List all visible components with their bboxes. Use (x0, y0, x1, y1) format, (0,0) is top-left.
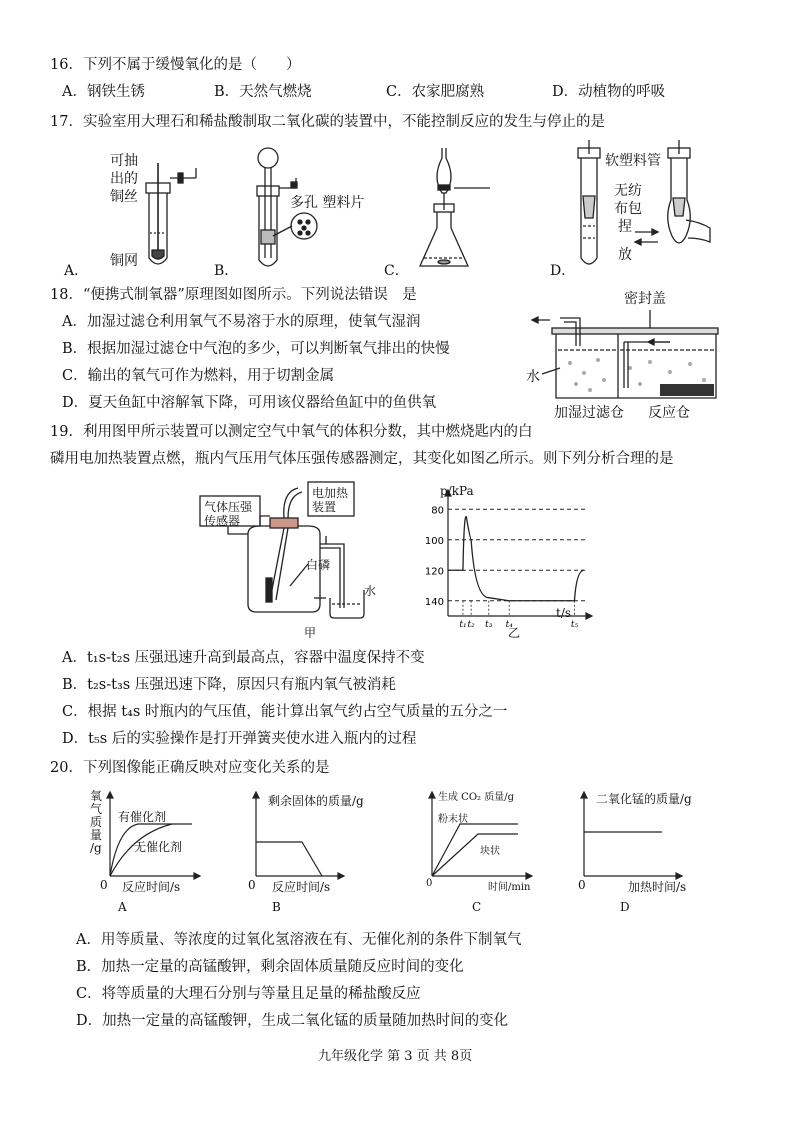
q18-label-reactor: 反应仓 (648, 405, 690, 421)
d-ylabel: 二氧化锰的质量/g (596, 792, 692, 806)
q19-option-b: B．t₂s-t₃s 压强迅速下降，原因只有瓶内氧气被消耗 (62, 677, 396, 693)
c-origin: 0 (426, 878, 433, 889)
q18-option-b: B．根据加湿过滤仓中气泡的多少，可以判断氧气排出的快慢 (62, 341, 450, 357)
d-label-bag-2: 布包 (614, 201, 642, 217)
q19-stem-1: 19．利用图甲所示装置可以测定空气中氧气的体积分数，其中燃烧匙内的白 (50, 424, 533, 440)
q17-option-d: D． (550, 263, 576, 279)
d-caption: D (620, 900, 630, 914)
q16-stem: 16．下列不属于缓慢氧化的是（ ） (50, 57, 301, 73)
q17-option-b: B． (214, 263, 239, 279)
jia-label-heater-1: 电加热 (312, 486, 349, 500)
a-label-wire-1: 可抽 (110, 153, 138, 169)
yi-ytick-80: 140 (424, 596, 444, 608)
q18-label-water: 水 (526, 369, 540, 385)
q19-option-d: D．t₅s 后的实验操作是打开弹簧夹使水进入瓶内的过程 (62, 731, 417, 747)
yi-ytick-120: 100 (424, 535, 444, 547)
q18-label-lid: 密封盖 (624, 291, 666, 307)
q18-lid (552, 328, 718, 334)
b-porous-plate (261, 230, 275, 244)
a-line1-label: 有催化剂 (118, 810, 167, 824)
yi-caption: 乙 (508, 626, 521, 640)
q18-option-c: C．输出的氧气可作为燃料，用于切割金属 (62, 368, 335, 384)
yi-xlabel: t/s (556, 606, 572, 620)
q19-option-a: A．t₁s-t₂s 压强迅速升高到最高点，容器中温度保持不变 (62, 650, 425, 666)
q18-reagent (660, 384, 714, 396)
yi-pressure-curve (448, 517, 584, 601)
q20-stem: 20．下列图像能正确反映对应变化关系的是 (50, 760, 330, 776)
a-label-net: 铜网 (110, 253, 138, 269)
q17-option-a: A． (64, 263, 89, 279)
c-caption: C (472, 900, 482, 914)
d-label-release: 放 (618, 247, 632, 263)
a-copper-net (152, 250, 164, 259)
q18-figure (520, 288, 720, 420)
d-label-tube: 软塑料管 (605, 153, 661, 169)
q17-stem: 17．实验室用大理石和稀盐酸制取二氧化碳的装置中，不能控制反应的发生与停止的是 (50, 114, 605, 130)
q20-graphs (82, 784, 722, 920)
q19-figure-yi (414, 484, 604, 640)
q19-option-c: C．根据 t₄s 时瓶内的气压值，能计算出氧气约占空气质量的五分之一 (62, 704, 508, 720)
page-footer: 九年级化学 第 3 页 共 8页 (318, 1049, 473, 1064)
q19-figure-jia (198, 478, 388, 640)
q16-option-c: C．农家肥腐熟 (386, 84, 485, 100)
b-label-plate: 多孔 塑料片 (290, 195, 365, 211)
yi-xtick-5: t₅ (570, 620, 579, 630)
yi-ytick-140: 80 (431, 505, 444, 517)
c-ylabel: 生成 CO₂ 质量/g (438, 792, 514, 803)
b-caption: B (272, 900, 281, 914)
a-xlabel: 反应时间/s (122, 880, 181, 894)
b-xlabel: 反应时间/s (272, 880, 331, 894)
q19-stem-2: 磷用电加热装置点燃，瓶内气压用气体压强传感器测定，其变化如图乙所示。则下列分析合理的是 (50, 451, 674, 467)
b-ylabel: 剩余固体的质量/g (268, 794, 364, 808)
a-line2-label: 无催化剂 (134, 840, 183, 854)
d-origin: 0 (578, 878, 586, 892)
q19-pressure-chart (414, 484, 604, 640)
q20-option-c: C．将等质量的大理石分别与等量且足量的稀盐酸反应 (76, 986, 421, 1002)
a-label-wire-3: 铜丝 (110, 189, 138, 205)
q20-option-a: A．用等质量、等浓度的过氧化氢溶液在有、无催化剂的条件下制氧气 (76, 932, 522, 948)
a-origin: 0 (100, 878, 108, 892)
d-label-pinch: 捏 (618, 219, 632, 235)
q18-option-d: D．夏天鱼缸中溶解氧下降，可用该仪器给鱼缸中的鱼供氧 (62, 395, 437, 411)
d-xlabel: 加热时间/s (628, 880, 687, 894)
b-line (256, 842, 322, 876)
jia-label-heater-2: 装置 (312, 500, 337, 514)
a-caption: A (118, 900, 127, 914)
yi-xtick-3: t₃ (485, 620, 493, 630)
q17-option-c: C． (384, 263, 409, 279)
d-label-bag-1: 无纺 (614, 183, 642, 199)
c-line-powder (432, 824, 518, 876)
q16-option-d: D．动植物的呼吸 (552, 84, 666, 100)
jia-label-water: 水 (364, 584, 377, 598)
q16-option-a: A．钢铁生锈 (62, 84, 145, 100)
c-line-block (432, 834, 518, 876)
q20-option-d: D．加热一定量的高锰酸钾，生成二氧化锰的质量随加热时间的变化 (76, 1013, 509, 1029)
a-ylabel: 氧 气 质 量 /g (90, 789, 103, 855)
c-xlabel: 时间/min (488, 882, 531, 893)
jia-caption: 甲 (304, 626, 317, 640)
q18-stem: 18．“便携式制氧器”原理图如图所示。下列说法错误 是 (50, 287, 417, 303)
q20-option-b: B．加热一定量的高锰酸钾，剩余固体质量随反应时间的变化 (76, 959, 464, 975)
b-origin: 0 (248, 878, 256, 892)
yi-xtick-1: t₁ (459, 620, 467, 630)
c-line2-label: 块状 (480, 846, 500, 857)
b-funnel-bulb (258, 148, 278, 168)
yi-xtick-4: t₄ (505, 620, 513, 630)
q17-figures (60, 138, 740, 280)
jia-label-sensor-1: 气体压强 (204, 500, 253, 514)
q18-option-a: A．加湿过滤仓利用氧气不易溶于水的原理，使氧气湿润 (62, 314, 421, 330)
yi-ytick-100: 120 (424, 566, 444, 578)
q16-option-b: B．天然气燃烧 (214, 84, 312, 100)
q18-label-filter: 加湿过滤仓 (554, 405, 624, 421)
jia-label-sensor-2: 传感器 (204, 514, 241, 528)
d-bag-left (583, 196, 595, 218)
c-line1-label: 粉末状 (438, 814, 468, 825)
a-label-wire-2: 出的 (110, 171, 138, 187)
q18-oxygen-device (520, 288, 720, 420)
jia-label-phosphorus: 白磷 (306, 558, 331, 572)
yi-ylabel: p/kPa (440, 484, 474, 498)
yi-xtick-2: t₂ (467, 620, 475, 630)
